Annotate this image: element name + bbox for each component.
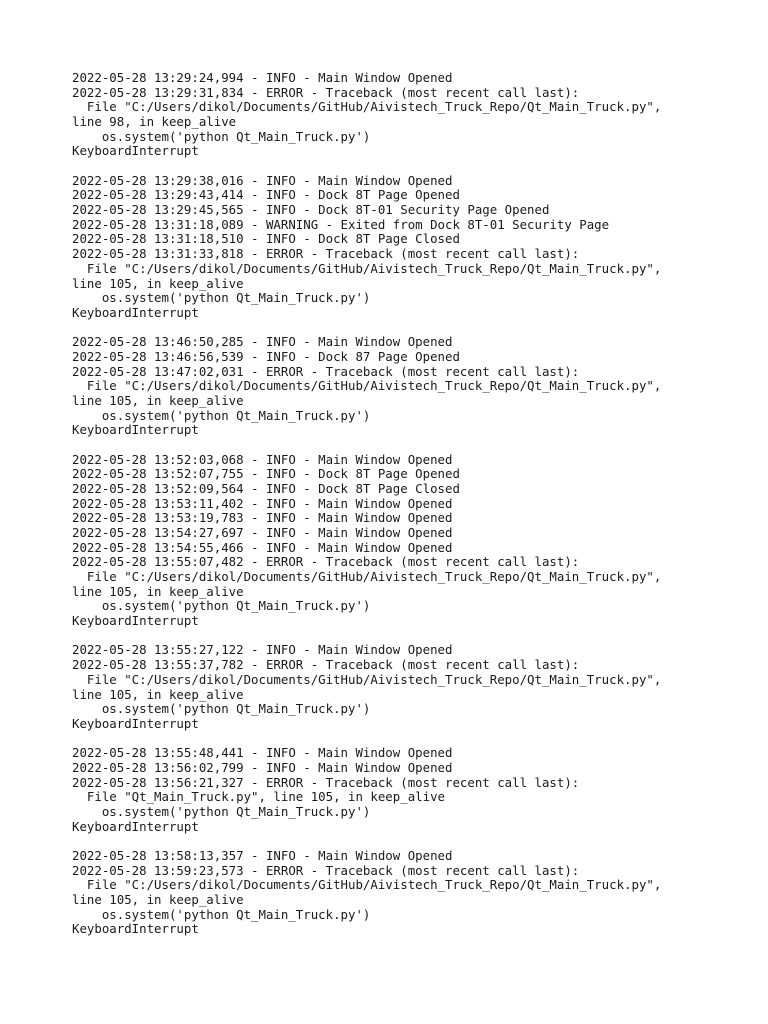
log-line: os.system('python Qt_Main_Truck.py') (72, 906, 371, 922)
log-document (72, 71, 752, 952)
log-line: 2022-05-28 13:52:03,068 - INFO - Main Window Opened (72, 451, 453, 467)
log-line: 2022-05-28 13:46:56,539 - INFO - Dock 87 Page Opened (72, 348, 460, 364)
log-line: KeyboardInterrupt (72, 818, 199, 834)
log-line: 2022-05-28 13:29:43,414 - INFO - Dock 8T Page Opened (72, 187, 460, 203)
log-line: File "C:/Users/dikol/Documents/GitHub/Aivistech_Truck_Repo/Qt_Main_Truck.py", (72, 260, 662, 276)
log-line: 2022-05-28 13:29:45,565 - INFO - Dock 8T-01 Security Page Opened (72, 202, 550, 218)
log-line: File "C:/Users/dikol/Documents/GitHub/Aivistech_Truck_Repo/Qt_Main_Truck.py", (72, 378, 662, 394)
log-line: 2022-05-28 13:29:38,016 - INFO - Main Window Opened (72, 172, 453, 188)
log-line: line 105, in keep_alive (72, 275, 244, 291)
log-line: File "Qt_Main_Truck.py", line 105, in keep_alive (72, 789, 445, 805)
log-line: File "C:/Users/dikol/Documents/GitHub/Aivistech_Truck_Repo/Qt_Main_Truck.py", (72, 877, 662, 893)
log-line: 2022-05-28 13:54:27,697 - INFO - Main Window Opened (72, 525, 453, 541)
log-line: 2022-05-28 13:31:18,089 - WARNING - Exited from Dock 8T-01 Security Page (72, 216, 610, 232)
log-line: line 105, in keep_alive (72, 686, 244, 702)
log-line: 2022-05-28 13:55:07,482 - ERROR - Traceback (most recent call last): (72, 554, 580, 570)
log-line: 2022-05-28 13:56:21,327 - ERROR - Traceback (most recent call last): (72, 774, 580, 790)
log-block (72, 335, 752, 438)
log-line: os.system('python Qt_Main_Truck.py') (72, 407, 371, 423)
log-line: 2022-05-28 13:52:07,755 - INFO - Dock 8T Page Opened (72, 466, 460, 482)
log-line: 2022-05-28 13:46:50,285 - INFO - Main Window Opened (72, 334, 453, 350)
log-line: 2022-05-28 13:53:11,402 - INFO - Main Window Opened (72, 495, 453, 511)
log-line: line 105, in keep_alive (72, 891, 244, 907)
log-line: 2022-05-28 13:53:19,783 - INFO - Main Window Opened (72, 510, 453, 526)
log-line: 2022-05-28 13:56:02,799 - INFO - Main Window Opened (72, 759, 453, 775)
log-block (72, 174, 752, 321)
log-line: KeyboardInterrupt (72, 613, 199, 629)
log-line: 2022-05-28 13:58:13,357 - INFO - Main Window Opened (72, 847, 453, 863)
log-block (72, 746, 752, 834)
log-line: File "C:/Users/dikol/Documents/GitHub/Aivistech_Truck_Repo/Qt_Main_Truck.py", (72, 569, 662, 585)
log-block (72, 643, 752, 731)
log-line: line 105, in keep_alive (72, 392, 244, 408)
log-line: KeyboardInterrupt (72, 143, 199, 159)
log-line: 2022-05-28 13:31:18,510 - INFO - Dock 8T Page Closed (72, 231, 460, 247)
log-line: 2022-05-28 13:55:48,441 - INFO - Main Window Opened (72, 745, 453, 761)
log-line: os.system('python Qt_Main_Truck.py') (72, 598, 371, 614)
log-line: File "C:/Users/dikol/Documents/GitHub/Aivistech_Truck_Repo/Qt_Main_Truck.py", (72, 671, 662, 687)
log-line: 2022-05-28 13:55:37,782 - ERROR - Traceback (most recent call last): (72, 657, 580, 673)
log-line: 2022-05-28 13:31:33,818 - ERROR - Traceback (most recent call last): (72, 246, 580, 262)
log-line: KeyboardInterrupt (72, 304, 199, 320)
log-block (72, 71, 752, 159)
log-line: os.system('python Qt_Main_Truck.py') (72, 290, 371, 306)
log-line: KeyboardInterrupt (72, 715, 199, 731)
log-line: KeyboardInterrupt (72, 422, 199, 438)
log-block (72, 453, 752, 629)
log-line: line 105, in keep_alive (72, 583, 244, 599)
log-line: os.system('python Qt_Main_Truck.py') (72, 701, 371, 717)
log-line: os.system('python Qt_Main_Truck.py') (72, 128, 371, 144)
log-line: 2022-05-28 13:29:31,834 - ERROR - Traceback (most recent call last): (72, 84, 580, 100)
log-line: 2022-05-28 13:59:23,573 - ERROR - Traceback (most recent call last): (72, 862, 580, 878)
log-line: line 98, in keep_alive (72, 114, 237, 130)
log-line: 2022-05-28 13:29:24,994 - INFO - Main Window Opened (72, 70, 453, 85)
log-line: File "C:/Users/dikol/Documents/GitHub/Aivistech_Truck_Repo/Qt_Main_Truck.py", (72, 99, 662, 115)
log-line: 2022-05-28 13:47:02,031 - ERROR - Traceback (most recent call last): (72, 363, 580, 379)
log-block (72, 849, 752, 937)
log-line: 2022-05-28 13:55:27,122 - INFO - Main Window Opened (72, 642, 453, 658)
log-line: 2022-05-28 13:54:55,466 - INFO - Main Window Opened (72, 539, 453, 555)
log-line: os.system('python Qt_Main_Truck.py') (72, 803, 371, 819)
log-line: 2022-05-28 13:52:09,564 - INFO - Dock 8T Page Closed (72, 480, 460, 496)
log-line: KeyboardInterrupt (72, 921, 199, 937)
